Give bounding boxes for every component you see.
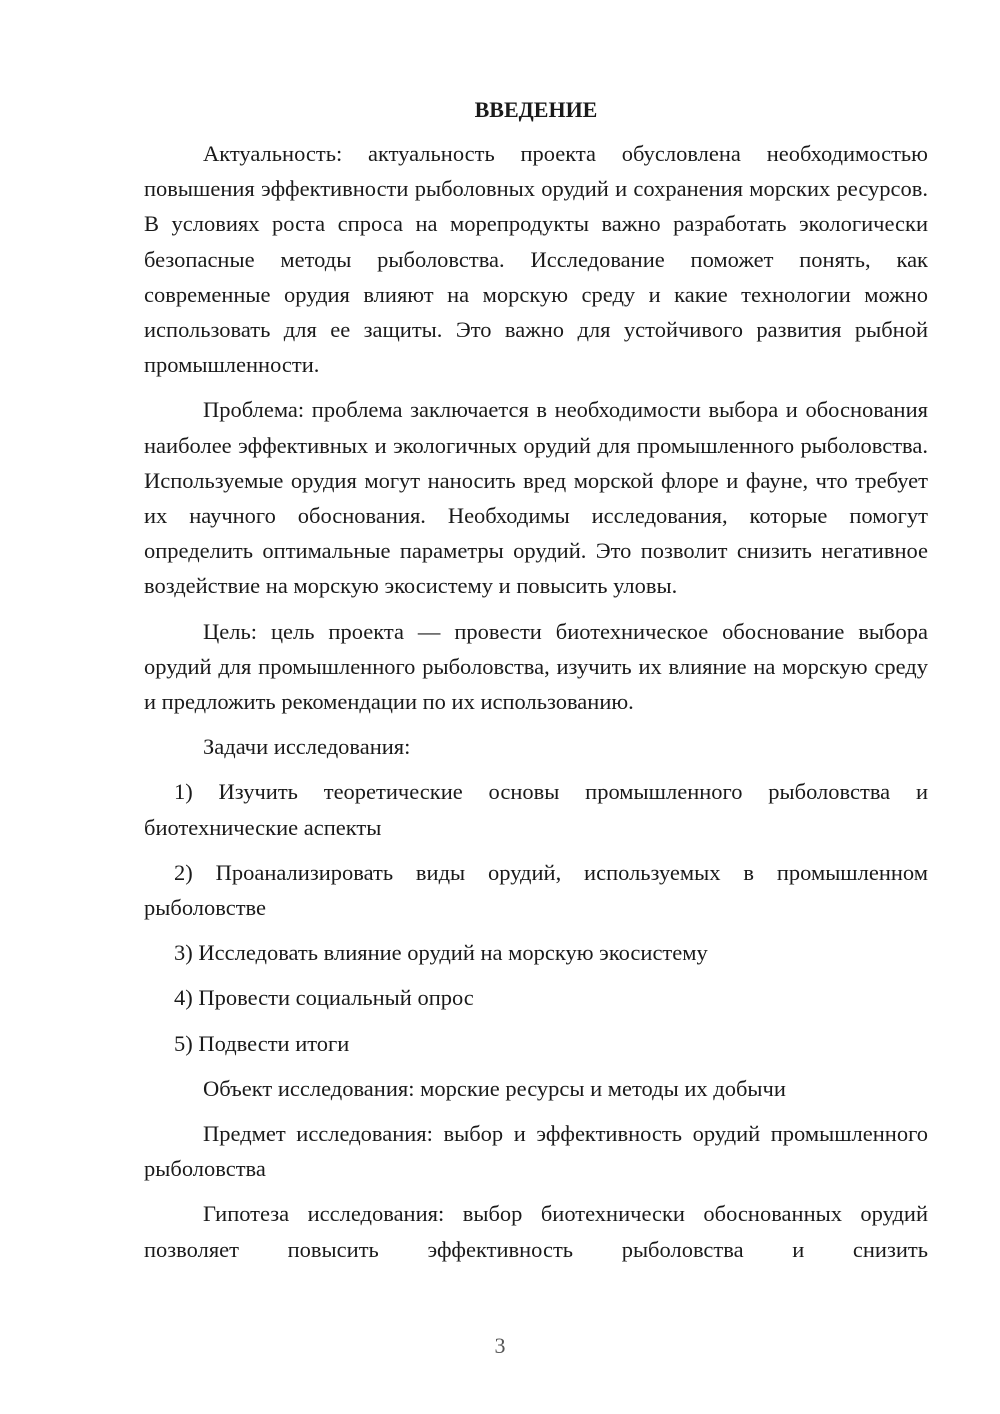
task-item-2: 2) Проанализировать виды орудий, используемых в промышленном рыболовстве (144, 859, 928, 921)
object-paragraph: Объект исследования: морские ресурсы и методы их добычи (203, 1075, 786, 1101)
goal-paragraph: Цель: цель проекта — провести биотехническое обоснование выбора орудий для промышленного рыболовства, изучить их влияние на морскую среду и предложить рекомендации по их использованию. (144, 618, 928, 715)
task-item-1: 1) Изучить теоретические основы промышленного рыболовства и биотехнические аспекты (144, 779, 928, 840)
task-item-5: 5) Подвести итоги (174, 1030, 350, 1056)
page-number: 3 (494, 1333, 506, 1358)
task-item-4: 4) Провести социальный опрос (174, 985, 474, 1011)
section-title: ВВЕДЕНИЕ (474, 97, 598, 122)
subject-paragraph: Предмет исследования: выбор и эффективность орудий промышленного рыболовства (144, 1121, 928, 1182)
problem-paragraph: Проблема: проблема заключается в необходимости выбора и обоснования наиболее эффективных и экологичных орудий для промышленного рыболовства. Используемые орудия могут наносить вред морской флоре и фауне, что требует их научного обоснования. Необходимы исследования, которые помогут определить оптимальные параметры орудий. Это позволит снизить негативное воздействие на морскую экосистему и повысить уловы. (144, 397, 928, 599)
page-content (144, 92, 928, 1277)
tasks-heading: Задачи исследования: (203, 734, 411, 760)
hypothesis-paragraph: Гипотеза исследования: выбор биотехнически обоснованных орудий позволяет повысить эффективность рыболовства и снизить (144, 1201, 928, 1262)
task-item-3: 3) Исследовать влияние орудий на морскую экосистему (174, 940, 708, 966)
relevance-paragraph: Актуальность: актуальность проекта обусловлена необходимостью повышения эффективности рыболовных орудий и сохранения морских ресурсов. В условиях роста спроса на морепродукты важно разработать экологически безопасные методы рыболовства. Исследование поможет понять, как современные орудия влияют на морскую среду и какие технологии можно использовать для ее защиты. Это важно для устойчивого развития рыбной промышленности. (144, 141, 928, 378)
